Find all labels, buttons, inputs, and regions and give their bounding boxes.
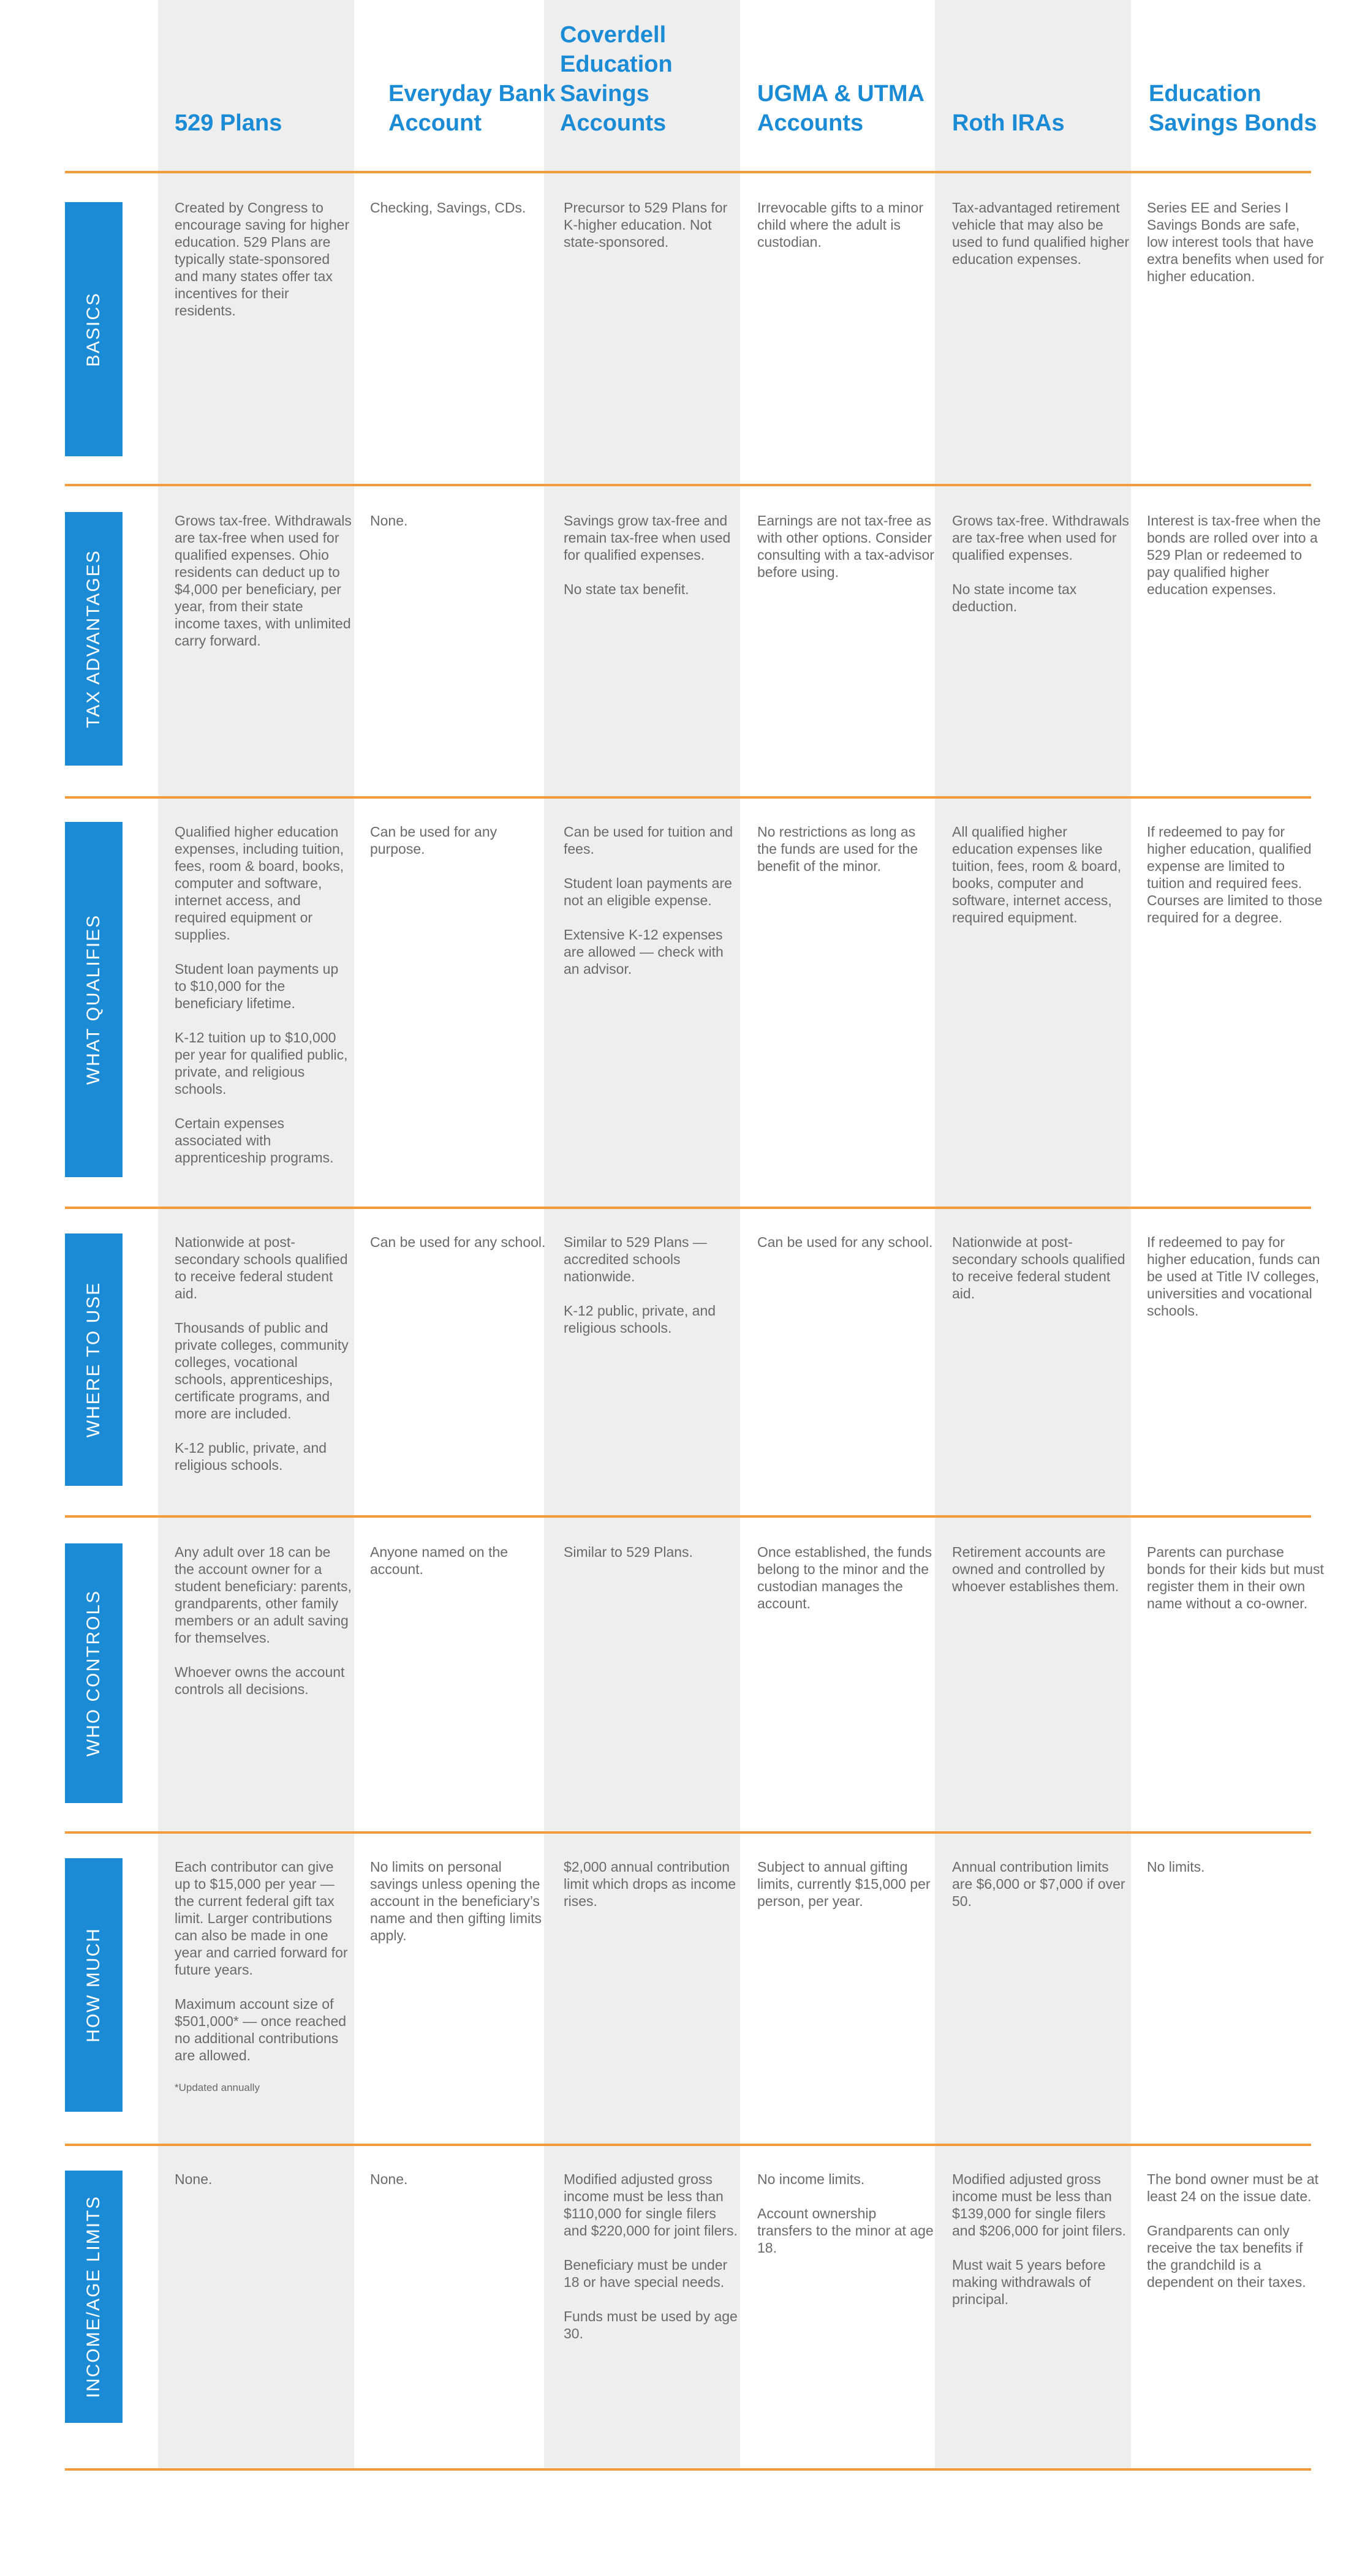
- row-label-income-age-limits: [65, 2171, 123, 2423]
- column-header-title: Roth IRAs: [952, 110, 1065, 136]
- cell-paragraph: Created by Congress to encourage saving for higher education. 529 Plans are typically state-sponsored and many states offer tax incentives for their residents.: [175, 200, 350, 318]
- table-cell: [564, 1233, 741, 1336]
- table-cell: [757, 199, 935, 250]
- table-cell: [370, 512, 548, 529]
- cell-paragraph: Maximum account size of $501,000* — once reached no additional contributions are allowed.: [175, 1996, 347, 2063]
- cell-footnote: *Updated annually: [175, 2082, 260, 2093]
- table-cell: [952, 512, 1130, 615]
- table-cell: [757, 823, 935, 875]
- cell-paragraph: Similar to 529 Plans — accredited schools nationwide.: [564, 1234, 707, 1284]
- table-cell: [757, 1543, 935, 1612]
- cell-paragraph: K-12 public, private, and religious schools.: [175, 1440, 327, 1473]
- cell-paragraph: None.: [175, 2171, 213, 2187]
- row-label-basics: [65, 202, 123, 456]
- cell-paragraph: Must wait 5 years before making withdrawals of principal.: [952, 2257, 1106, 2307]
- row-label-text: WHERE TO USE: [83, 1281, 104, 1438]
- row-divider: [65, 2468, 1311, 2471]
- cell-paragraph: Savings grow tax-free and remain tax-free when used for qualified expenses.: [564, 513, 731, 563]
- cell-paragraph: Account ownership transfers to the minor at age 18.: [757, 2205, 934, 2256]
- table-cell: [952, 2171, 1130, 2308]
- cell-paragraph: No state income tax deduction.: [952, 581, 1077, 614]
- cell-paragraph: Beneficiary must be under 18 or have special needs.: [564, 2257, 728, 2290]
- table-cell: [1147, 199, 1325, 285]
- cell-paragraph: If redeemed to pay for higher education, funds can be used at Title IV colleges, universities and vocational schools.: [1147, 1234, 1320, 1319]
- table-cell: [757, 512, 935, 581]
- cell-paragraph: None.: [370, 2171, 408, 2187]
- column-header-ugma: [757, 0, 941, 156]
- cell-paragraph: Nationwide at post-secondary schools qualified to receive federal student aid.: [175, 1234, 348, 1301]
- column-header-title: UGMA & UTMA Accounts: [757, 81, 924, 136]
- table-cell: [952, 1858, 1130, 1910]
- table-cell: [1147, 1543, 1325, 1612]
- table-cell: [564, 199, 741, 250]
- cell-paragraph: Precursor to 529 Plans for K-higher education. Not state-sponsored.: [564, 200, 728, 250]
- table-cell: [175, 2171, 352, 2188]
- cell-paragraph: All qualified higher education expenses like tuition, fees, room & board, books, computer and software, internet access, required equipment.: [952, 824, 1122, 925]
- cell-paragraph: The bond owner must be at least 24 on the issue date.: [1147, 2171, 1318, 2204]
- column-header-bank: [388, 0, 572, 156]
- row-divider: [65, 1831, 1311, 1834]
- cell-paragraph: Grandparents can only receive the tax benefits if the grandchild is a dependent on their taxes.: [1147, 2223, 1306, 2290]
- row-label-what-qualifies: [65, 822, 123, 1177]
- column-header-title: Education Savings Bonds: [1149, 81, 1317, 136]
- cell-paragraph: Checking, Savings, CDs.: [370, 200, 526, 216]
- cell-paragraph: Qualified higher education expenses, including tuition, fees, room & board, books, computer and software, internet access, and required equipment or supplies.: [175, 824, 344, 943]
- table-cell: [370, 1858, 548, 1944]
- cell-paragraph: Irrevocable gifts to a minor child where the adult is custodian.: [757, 200, 924, 250]
- cell-paragraph: $2,000 annual contribution limit which drops as income rises.: [564, 1859, 736, 1909]
- row-label-where-to-use: [65, 1233, 123, 1486]
- cell-paragraph: Can be used for any purpose.: [370, 824, 497, 857]
- cell-paragraph: Each contributor can give up to $15,000 per year — the current federal gift tax limit. Larger contributions can also be made in one year and carried forward for future years.: [175, 1859, 348, 1978]
- table-cell: [564, 2171, 741, 2342]
- row-label-who-controls: [65, 1543, 123, 1803]
- row-label-text: WHAT QUALIFIES: [83, 914, 104, 1085]
- cell-paragraph: Extensive K-12 expenses are allowed — check with an advisor.: [564, 927, 724, 977]
- cell-paragraph: Grows tax-free. Withdrawals are tax-free when used for qualified expenses. Ohio residents can deduct up to $4,000 per beneficiary, per year, from their state income taxes, with unlimited carry forward.: [175, 513, 352, 649]
- cell-paragraph: Modified adjusted gross income must be less than $110,000 for single filers and $220,000 for joint filers.: [564, 2171, 738, 2239]
- cell-paragraph: Anyone named on the account.: [370, 1544, 509, 1577]
- cell-paragraph: Annual contribution limits are $6,000 or $7,000 if over 50.: [952, 1859, 1125, 1909]
- table-cell: [1147, 1233, 1325, 1319]
- row-label-how-much: [65, 1858, 123, 2112]
- cell-paragraph: Student loan payments are not an eligible expense.: [564, 875, 732, 908]
- table-cell: [1147, 2171, 1325, 2291]
- cell-paragraph: Modified adjusted gross income must be less than $139,000 for single filers and $206,000 for joint filers.: [952, 2171, 1126, 2239]
- table-cell: [757, 1233, 935, 1251]
- cell-paragraph: Once established, the funds belong to the minor and the custodian manages the account.: [757, 1544, 932, 1611]
- cell-paragraph: Student loan payments up to $10,000 for the beneficiary lifetime.: [175, 961, 339, 1011]
- table-cell: [757, 2171, 935, 2256]
- row-divider: [65, 1515, 1311, 1518]
- table-cell: [564, 1858, 741, 1910]
- row-divider: [65, 1207, 1311, 1209]
- cell-paragraph: No state tax benefit.: [564, 581, 689, 597]
- table-cell: [564, 823, 741, 977]
- cell-paragraph: Can be used for any school.: [370, 1234, 546, 1250]
- table-cell: [370, 1233, 548, 1251]
- cell-paragraph: Any adult over 18 can be the account owner for a student beneficiary: parents, grandparents, other family members or an adult saving for themselves.: [175, 1544, 352, 1646]
- row-divider: [65, 796, 1311, 799]
- row-label-text: TAX ADVANTAGES: [83, 549, 104, 728]
- cell-paragraph: K-12 public, private, and religious schools.: [564, 1303, 716, 1336]
- cell-paragraph: Grows tax-free. Withdrawals are tax-free when used for qualified expenses.: [952, 513, 1129, 563]
- table-cell: [370, 2171, 548, 2188]
- column-header-coverdell: [560, 0, 744, 156]
- cell-paragraph: Tax-advantaged retirement vehicle that may also be used to fund qualified higher education expenses.: [952, 200, 1129, 267]
- row-divider: [65, 2144, 1311, 2146]
- table-cell: [175, 823, 352, 1166]
- cell-paragraph: Can be used for any school.: [757, 1234, 933, 1250]
- row-label-text: WHO CONTROLS: [83, 1589, 104, 1757]
- cell-paragraph: Similar to 529 Plans.: [564, 1544, 693, 1560]
- table-cell: [175, 1858, 352, 2095]
- table-cell: [952, 1543, 1130, 1595]
- cell-paragraph: Series EE and Series I Savings Bonds are safe, low interest tools that have extra benefits when used for higher education.: [1147, 200, 1324, 284]
- table-cell: [952, 1233, 1130, 1302]
- table-cell: [952, 823, 1130, 926]
- table-cell: [564, 512, 741, 598]
- table-cell: [564, 1543, 741, 1561]
- cell-paragraph: None.: [370, 513, 408, 529]
- column-header-c529: [175, 0, 358, 156]
- cell-paragraph: Thousands of public and private colleges, community colleges, vocational schools, apprenticeships, certificate programs, and more are included.: [175, 1320, 349, 1422]
- cell-paragraph: No restrictions as long as the funds are used for the benefit of the minor.: [757, 824, 918, 874]
- cell-paragraph: Whoever owns the account controls all decisions.: [175, 1664, 345, 1697]
- row-label-text: INCOME/AGE LIMITS: [83, 2195, 104, 2398]
- cell-paragraph: Funds must be used by age 30.: [564, 2308, 738, 2341]
- cell-paragraph: Earnings are not tax-free as with other options. Consider consulting with a tax-advisor before using.: [757, 513, 934, 580]
- cell-paragraph: If redeemed to pay for higher education, qualified expense are limited to tuition and required fees. Courses are limited to those required for a degree.: [1147, 824, 1323, 925]
- cell-paragraph: Nationwide at post-secondary schools qualified to receive federal student aid.: [952, 1234, 1125, 1301]
- column-header-title: Everyday Bank Account: [388, 81, 556, 136]
- cell-paragraph: Parents can purchase bonds for their kids but must register them in their own name without a co-owner.: [1147, 1544, 1324, 1611]
- cell-paragraph: Subject to annual gifting limits, currently $15,000 per person, per year.: [757, 1859, 931, 1909]
- cell-paragraph: No limits.: [1147, 1859, 1205, 1875]
- column-header-roth: [952, 0, 1136, 156]
- row-label-text: HOW MUCH: [83, 1927, 104, 2043]
- table-cell: [757, 1858, 935, 1910]
- table-cell: [1147, 512, 1325, 598]
- table-cell: [370, 823, 548, 857]
- column-header-title: 529 Plans: [175, 110, 282, 136]
- cell-paragraph: No income limits.: [757, 2171, 865, 2187]
- cell-paragraph: K-12 tuition up to $10,000 per year for qualified public, private, and religious schools.: [175, 1030, 348, 1097]
- table-cell: [370, 1543, 548, 1578]
- column-header-title: Coverdell Education Savings Accounts: [560, 22, 673, 136]
- row-label-tax-advantages: [65, 512, 123, 766]
- table-cell: [175, 199, 352, 319]
- table-cell: [1147, 1858, 1325, 1875]
- row-divider: [65, 171, 1311, 173]
- table-cell: [175, 1233, 352, 1474]
- table-cell: [175, 1543, 352, 1698]
- table-cell: [952, 199, 1130, 268]
- cell-paragraph: Certain expenses associated with apprenticeship programs.: [175, 1115, 334, 1166]
- row-divider: [65, 484, 1311, 486]
- row-label-text: BASICS: [83, 292, 104, 367]
- table-cell: [1147, 823, 1325, 926]
- cell-paragraph: No limits on personal savings unless opening the account in the beneficiary’s name and then gifting limits apply.: [370, 1859, 542, 1943]
- cell-paragraph: Retirement accounts are owned and controlled by whoever establishes them.: [952, 1544, 1119, 1594]
- table-cell: [370, 199, 548, 216]
- cell-paragraph: Can be used for tuition and fees.: [564, 824, 733, 857]
- cell-paragraph: Interest is tax-free when the bonds are rolled over into a 529 Plan or redeemed to pay qualified higher education expenses.: [1147, 513, 1321, 597]
- column-header-bonds: [1149, 0, 1333, 156]
- table-cell: [175, 512, 352, 649]
